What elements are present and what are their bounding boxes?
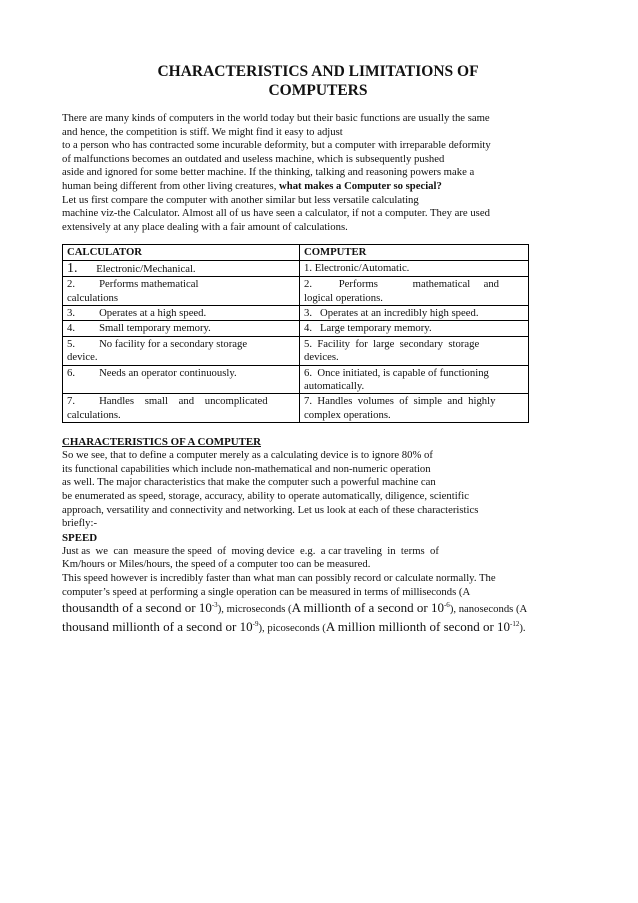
row-number: 2.: [67, 278, 76, 291]
paragraph-line: [62, 599, 574, 618]
paragraph-line: This speed however is incredibly faster than what man can possibly record or calculate normally. The: [62, 571, 496, 584]
paragraph-line: [62, 618, 574, 637]
row-number: 6.: [67, 366, 76, 379]
table-row: [63, 305, 529, 320]
computer-cell: 1. Electronic/Automatic.: [300, 260, 529, 276]
intro-question: what makes a Computer so special?: [279, 179, 442, 192]
row-number: 5.: [67, 337, 76, 350]
computer-cell: [300, 336, 529, 365]
cell-text: Handles small and uncomplicated: [99, 395, 268, 408]
intro-text: human being different from other living creatures,: [62, 179, 280, 192]
computer-cell: [300, 365, 529, 394]
cell-text: device.: [67, 351, 98, 364]
table-row: [63, 365, 529, 394]
speed-text: ), picoseconds (: [258, 622, 326, 635]
document-page: [62, 62, 574, 637]
cell-text: calculations: [67, 291, 119, 304]
exponent: -12: [510, 620, 520, 629]
table-row: [63, 394, 529, 423]
intro-line: to a person who has contracted some incurable deformity, but a computer with irreparable deformity: [62, 139, 491, 152]
computer-cell: 3. Operates at an incredibly high speed.: [300, 305, 529, 320]
calculator-cell: [63, 394, 300, 423]
paragraph-line: its functional capabilities which include non-mathematical and non-numeric operation: [62, 462, 431, 475]
paragraph-line: briefly:-: [62, 517, 98, 530]
exponent: -3: [211, 601, 218, 610]
cell-text: 7. Handles volumes of simple and highly: [304, 395, 496, 408]
cell-text: Needs an operator continuously.: [99, 366, 237, 379]
speed-text: A millionth of a second or 10: [291, 600, 444, 616]
calculator-cell: [63, 305, 300, 320]
exponent: -6: [443, 601, 450, 610]
title-line-2: COMPUTERS: [268, 82, 368, 99]
cell-text: No facility for a secondary storage: [99, 337, 248, 350]
cell-text: automatically.: [304, 380, 365, 392]
intro-line: of malfunctions becomes an outdated and useless machine, which is subsequently pushed: [62, 152, 445, 165]
paragraph-line: So we see, that to define a computer merely as a calculating device is to ignore 80% of: [62, 449, 433, 462]
cell-text: 2. Performs mathematical and: [304, 278, 500, 291]
speed-text: A million millionth of second or 10: [325, 619, 511, 635]
intro-line: and hence, the competition is stiff. We might find it easy to adjust: [62, 125, 343, 138]
computer-cell: [300, 277, 529, 306]
computer-cell: 4. Large temporary memory.: [300, 321, 529, 336]
computer-cell: [300, 394, 529, 423]
speed-paragraph: [62, 545, 574, 637]
paragraph-line: computer’s speed at performing a single operation can be measured in terms of milliseconds (A: [62, 585, 471, 598]
table-row: [63, 277, 529, 306]
header-calculator: CALCULATOR: [63, 245, 300, 260]
row-number: 4.: [67, 322, 76, 335]
page-title: [62, 62, 574, 100]
header-computer: COMPUTER: [300, 245, 529, 260]
speed-text: thousandth of a second or 10: [62, 600, 212, 616]
cell-text: 6. Once initiated, is capable of functioning: [304, 366, 489, 379]
paragraph-line: Km/hours or Miles/hours, the speed of a computer too can be measured.: [62, 558, 371, 571]
cell-text: devices.: [304, 351, 339, 364]
table-row: [63, 260, 529, 276]
calculator-cell: [63, 336, 300, 365]
cell-text: Small temporary memory.: [99, 322, 211, 335]
comparison-table: [62, 244, 529, 423]
cell-text: calculations.: [67, 408, 121, 421]
speed-text: ), nanoseconds (A: [449, 603, 528, 616]
paragraph-line: approach, versatility and connectivity and networking. Let us look at each of these characteristics: [62, 503, 479, 516]
paragraph-line: as well. The major characteristics that make the computer such a powerful machine can: [62, 476, 436, 489]
cell-text: 5. Facility for large secondary storage: [304, 337, 480, 350]
speed-heading: SPEED: [62, 531, 98, 544]
calculator-cell: [63, 260, 300, 276]
table-row: [63, 321, 529, 336]
paragraph-line: be enumerated as speed, storage, accuracy, ability to operate automatically, diligence, scientific: [62, 490, 469, 502]
calculator-cell: [63, 365, 300, 394]
paragraph-line: Just as we can measure the speed of moving device e.g. a car traveling in terms of: [62, 544, 439, 557]
intro-paragraph: [62, 112, 574, 234]
cell-text: logical operations.: [304, 291, 383, 304]
speed-text: ), microseconds (: [217, 603, 292, 616]
table-row: [63, 336, 529, 365]
characteristics-heading: CHARACTERISTICS OF A COMPUTER: [62, 436, 261, 449]
calculator-cell: [63, 277, 300, 306]
cell-text: complex operations.: [304, 408, 391, 421]
intro-line: Let us first compare the computer with another similar but less versatile calculating: [62, 193, 419, 206]
intro-line: machine viz-the Calculator. Almost all of us have seen a calculator, if not a computer. They are used: [62, 207, 490, 220]
speed-text: ).: [519, 622, 526, 635]
row-number: 3.: [67, 306, 76, 319]
intro-line: There are many kinds of computers in the world today but their basic functions are usually the same: [62, 112, 490, 124]
intro-line: extensively at any place dealing with a fair amount of calculations.: [62, 220, 348, 233]
table-header-row: [63, 245, 529, 260]
row-number: 7.: [67, 395, 76, 408]
exponent: -9: [252, 620, 259, 629]
cell-text: Operates at a high speed.: [99, 306, 207, 319]
cell-text: Performs mathematical: [99, 278, 199, 291]
intro-line: aside and ignored for some better machine. If the thinking, talking and reasoning powers make a: [62, 166, 475, 179]
title-line-1: CHARACTERISTICS AND LIMITATIONS OF: [157, 63, 479, 80]
calculator-cell: [63, 321, 300, 336]
speed-text: thousand millionth of a second or 10: [62, 619, 253, 635]
intro-line: [62, 180, 574, 194]
row-number: 1.: [67, 260, 78, 276]
characteristics-paragraph: [62, 449, 574, 531]
cell-text: Electronic/Mechanical.: [96, 262, 196, 275]
